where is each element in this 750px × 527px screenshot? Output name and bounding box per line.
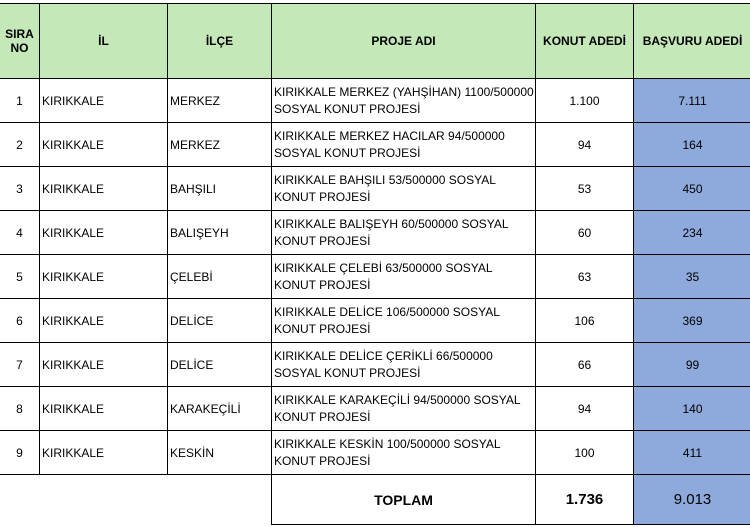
row-ilce: KARAKEÇİLİ (168, 387, 272, 431)
row-proje: KIRIKKALE KESKİN 100/500000 SOSYAL KONUT PROJESİ (272, 431, 536, 475)
row-no: 2 (0, 123, 40, 167)
row-ilce: KESKİN (168, 431, 272, 475)
row-konut: 94 (536, 387, 634, 431)
row-no: 3 (0, 167, 40, 211)
row-ilce: MERKEZ (168, 79, 272, 123)
row-basvuru: 7.111 (634, 79, 750, 123)
row-il: KIRIKKALE (40, 211, 168, 255)
row-ilce: DELİCE (168, 343, 272, 387)
header-ilce: İLÇE (168, 4, 272, 79)
total-basvuru: 9.013 (634, 475, 750, 525)
row-no: 6 (0, 299, 40, 343)
row-il: KIRIKKALE (40, 343, 168, 387)
row-konut: 63 (536, 255, 634, 299)
total-label: TOPLAM (272, 475, 536, 525)
row-proje: KIRIKKALE BALIŞEYH 60/500000 SOSYAL KONUT PROJESİ (272, 211, 536, 255)
table-row (0, 431, 750, 475)
row-konut: 66 (536, 343, 634, 387)
table-row (0, 79, 750, 123)
total-row (0, 475, 750, 525)
row-proje: KIRIKKALE MERKEZ (YAHŞİHAN) 1100/500000 SOSYAL KONUT PROJESİ (272, 79, 536, 123)
housing-applications-table (0, 3, 750, 525)
row-no: 1 (0, 79, 40, 123)
header-proje-adi: PROJE ADI (272, 4, 536, 79)
row-ilce: BALIŞEYH (168, 211, 272, 255)
table-row (0, 255, 750, 299)
row-il: KIRIKKALE (40, 167, 168, 211)
row-basvuru: 35 (634, 255, 750, 299)
row-proje: KIRIKKALE BAHŞILI 53/500000 SOSYAL KONUT PROJESİ (272, 167, 536, 211)
row-basvuru: 164 (634, 123, 750, 167)
row-basvuru: 140 (634, 387, 750, 431)
row-basvuru: 450 (634, 167, 750, 211)
table-row (0, 123, 750, 167)
header-il: İL (40, 4, 168, 79)
row-konut: 1.100 (536, 79, 634, 123)
table-row (0, 387, 750, 431)
header-konut-adedi: KONUT ADEDİ (536, 4, 634, 79)
row-proje: KIRIKKALE MERKEZ HACILAR 94/500000 SOSYAL KONUT PROJESİ (272, 123, 536, 167)
row-ilce: ÇELEBİ (168, 255, 272, 299)
row-basvuru: 99 (634, 343, 750, 387)
row-konut: 94 (536, 123, 634, 167)
header-sira-no: SIRA NO (0, 4, 40, 79)
row-ilce: BAHŞILI (168, 167, 272, 211)
total-empty-cell (0, 475, 272, 525)
row-basvuru: 369 (634, 299, 750, 343)
table-row (0, 167, 750, 211)
row-il: KIRIKKALE (40, 431, 168, 475)
row-il: KIRIKKALE (40, 79, 168, 123)
header-basvuru-adedi: BAŞVURU ADEDİ (634, 4, 750, 79)
row-basvuru: 234 (634, 211, 750, 255)
row-il: KIRIKKALE (40, 387, 168, 431)
table-row (0, 343, 750, 387)
row-no: 4 (0, 211, 40, 255)
row-konut: 53 (536, 167, 634, 211)
row-proje: KIRIKKALE ÇELEBİ 63/500000 SOSYAL KONUT PROJESİ (272, 255, 536, 299)
row-proje: KIRIKKALE DELİCE 106/500000 SOSYAL KONUT PROJESİ (272, 299, 536, 343)
row-il: KIRIKKALE (40, 299, 168, 343)
row-no: 7 (0, 343, 40, 387)
table-row (0, 211, 750, 255)
row-no: 5 (0, 255, 40, 299)
row-ilce: MERKEZ (168, 123, 272, 167)
row-no: 9 (0, 431, 40, 475)
row-basvuru: 411 (634, 431, 750, 475)
row-il: KIRIKKALE (40, 255, 168, 299)
total-konut: 1.736 (536, 475, 634, 525)
row-konut: 106 (536, 299, 634, 343)
row-proje: KIRIKKALE DELİCE ÇERİKLİ 66/500000 SOSYAL KONUT PROJESİ (272, 343, 536, 387)
row-konut: 60 (536, 211, 634, 255)
row-proje: KIRIKKALE KARAKEÇİLİ 94/500000 SOSYAL KONUT PROJESİ (272, 387, 536, 431)
row-no: 8 (0, 387, 40, 431)
row-konut: 100 (536, 431, 634, 475)
row-il: KIRIKKALE (40, 123, 168, 167)
header-row (0, 4, 750, 79)
row-ilce: DELİCE (168, 299, 272, 343)
table-row (0, 299, 750, 343)
